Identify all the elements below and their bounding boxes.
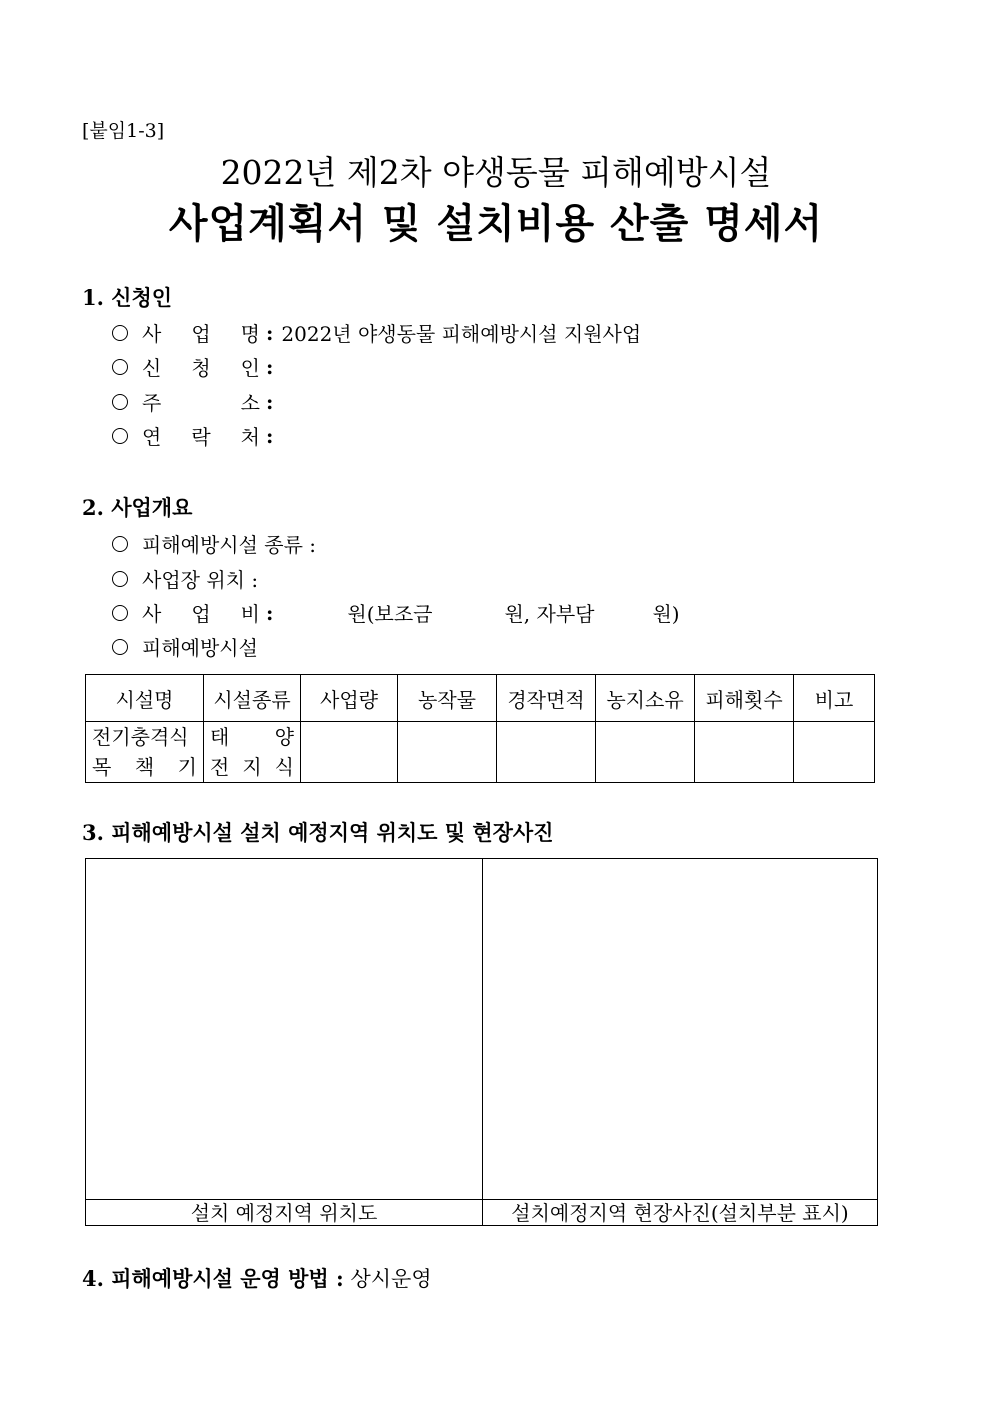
header-facility-name: 시설명: [86, 675, 204, 722]
applicant-item-applicant: 신 청 인 :: [112, 352, 281, 381]
facility-type-line2: 전 지 식: [210, 755, 294, 779]
applicant-item-project-name: 사 업 명 : 2022년 야생동물 피해예방시설 지원사업: [112, 318, 641, 347]
site-photo-area[interactable]: [483, 859, 877, 1199]
table-row: [86, 722, 875, 783]
cost-self-unit: 원): [652, 602, 680, 626]
facility-name-line2: 목 책 기: [92, 755, 197, 779]
cell-project-quantity[interactable]: [301, 722, 398, 783]
site-photo-caption: 설치예정지역 현장사진(설치부분 표시): [511, 1201, 849, 1225]
operation-method-value: 상시운영: [350, 1267, 432, 1291]
circle-bullet-icon: [112, 639, 128, 655]
section4-heading: 4. 피해예방시설 운영 방법 :: [82, 1266, 344, 1291]
attachment-label: [붙임1-3]: [82, 120, 165, 142]
header-crop: 농작물: [398, 675, 497, 722]
cell-remarks[interactable]: [794, 722, 875, 783]
applicant-item-address: 주 소 :: [112, 387, 281, 416]
contact-label: 연 락 처: [142, 425, 260, 449]
header-remarks: 비고: [794, 675, 875, 722]
photo-box: [85, 858, 878, 1226]
circle-bullet-icon: [112, 605, 128, 621]
circle-bullet-icon: [112, 571, 128, 587]
cost-total-unit: 원(보조금: [347, 602, 433, 626]
header-damage-count: 피해횟수: [695, 675, 794, 722]
circle-bullet-icon: [112, 325, 128, 341]
section2-heading: 2. 사업개요: [82, 495, 193, 520]
document-title-line1: 2022년 제2차 야생동물 피해예방시설: [220, 153, 772, 192]
cell-land-ownership[interactable]: [596, 722, 695, 783]
circle-bullet-icon: [112, 536, 128, 552]
circle-bullet-icon: [112, 428, 128, 444]
header-project-quantity: 사업량: [301, 675, 398, 722]
header-cultivated-area: 경작면적: [497, 675, 596, 722]
project-cost-label: 사 업 비: [142, 602, 260, 626]
facility-type-line1: 태 양: [210, 725, 294, 749]
location-map-area[interactable]: [86, 859, 482, 1199]
applicant-item-contact: 연 락 처 :: [112, 421, 281, 450]
document-title-line2: 사업계획서 및 설치비용 산출 명세서: [168, 200, 824, 247]
address-label: 주 소: [142, 391, 260, 415]
circle-bullet-icon: [112, 359, 128, 375]
site-location-label: 사업장 위치 :: [142, 568, 259, 592]
cell-damage-count[interactable]: [695, 722, 794, 783]
facility-label: 피해예방시설: [142, 636, 258, 660]
header-facility-type: 시설종류: [204, 675, 301, 722]
facility-name-line1: 전기충격식: [92, 725, 189, 749]
section3-heading: 3. 피해예방시설 설치 예정지역 위치도 및 현장사진: [82, 820, 554, 845]
project-name-label: 사 업 명: [142, 322, 260, 346]
facility-type-label: 피해예방시설 종류 :: [142, 533, 317, 557]
table-header-row: [86, 675, 875, 722]
section1-heading: 1. 신청인: [82, 285, 173, 310]
cell-facility-name: [86, 722, 204, 783]
overview-project-cost: 사 업 비 : 원(보조금 원, 자부담 원): [112, 598, 680, 627]
overview-facility: [112, 632, 258, 661]
overview-site-location: [112, 564, 258, 593]
cell-facility-type: [204, 722, 301, 783]
section4-line: [82, 1263, 432, 1293]
location-map-caption: 설치 예정지역 위치도: [190, 1201, 378, 1225]
cell-crop[interactable]: [398, 722, 497, 783]
overview-facility-type: [112, 529, 316, 558]
facility-table: [85, 674, 875, 783]
cost-subsidy-unit: 원, 자부담: [504, 602, 595, 626]
cell-cultivated-area[interactable]: [497, 722, 596, 783]
project-name-value: 2022년 야생동물 피해예방시설 지원사업: [281, 322, 642, 346]
header-land-ownership: 농지소유: [596, 675, 695, 722]
applicant-label: 신 청 인: [142, 356, 260, 380]
circle-bullet-icon: [112, 394, 128, 410]
